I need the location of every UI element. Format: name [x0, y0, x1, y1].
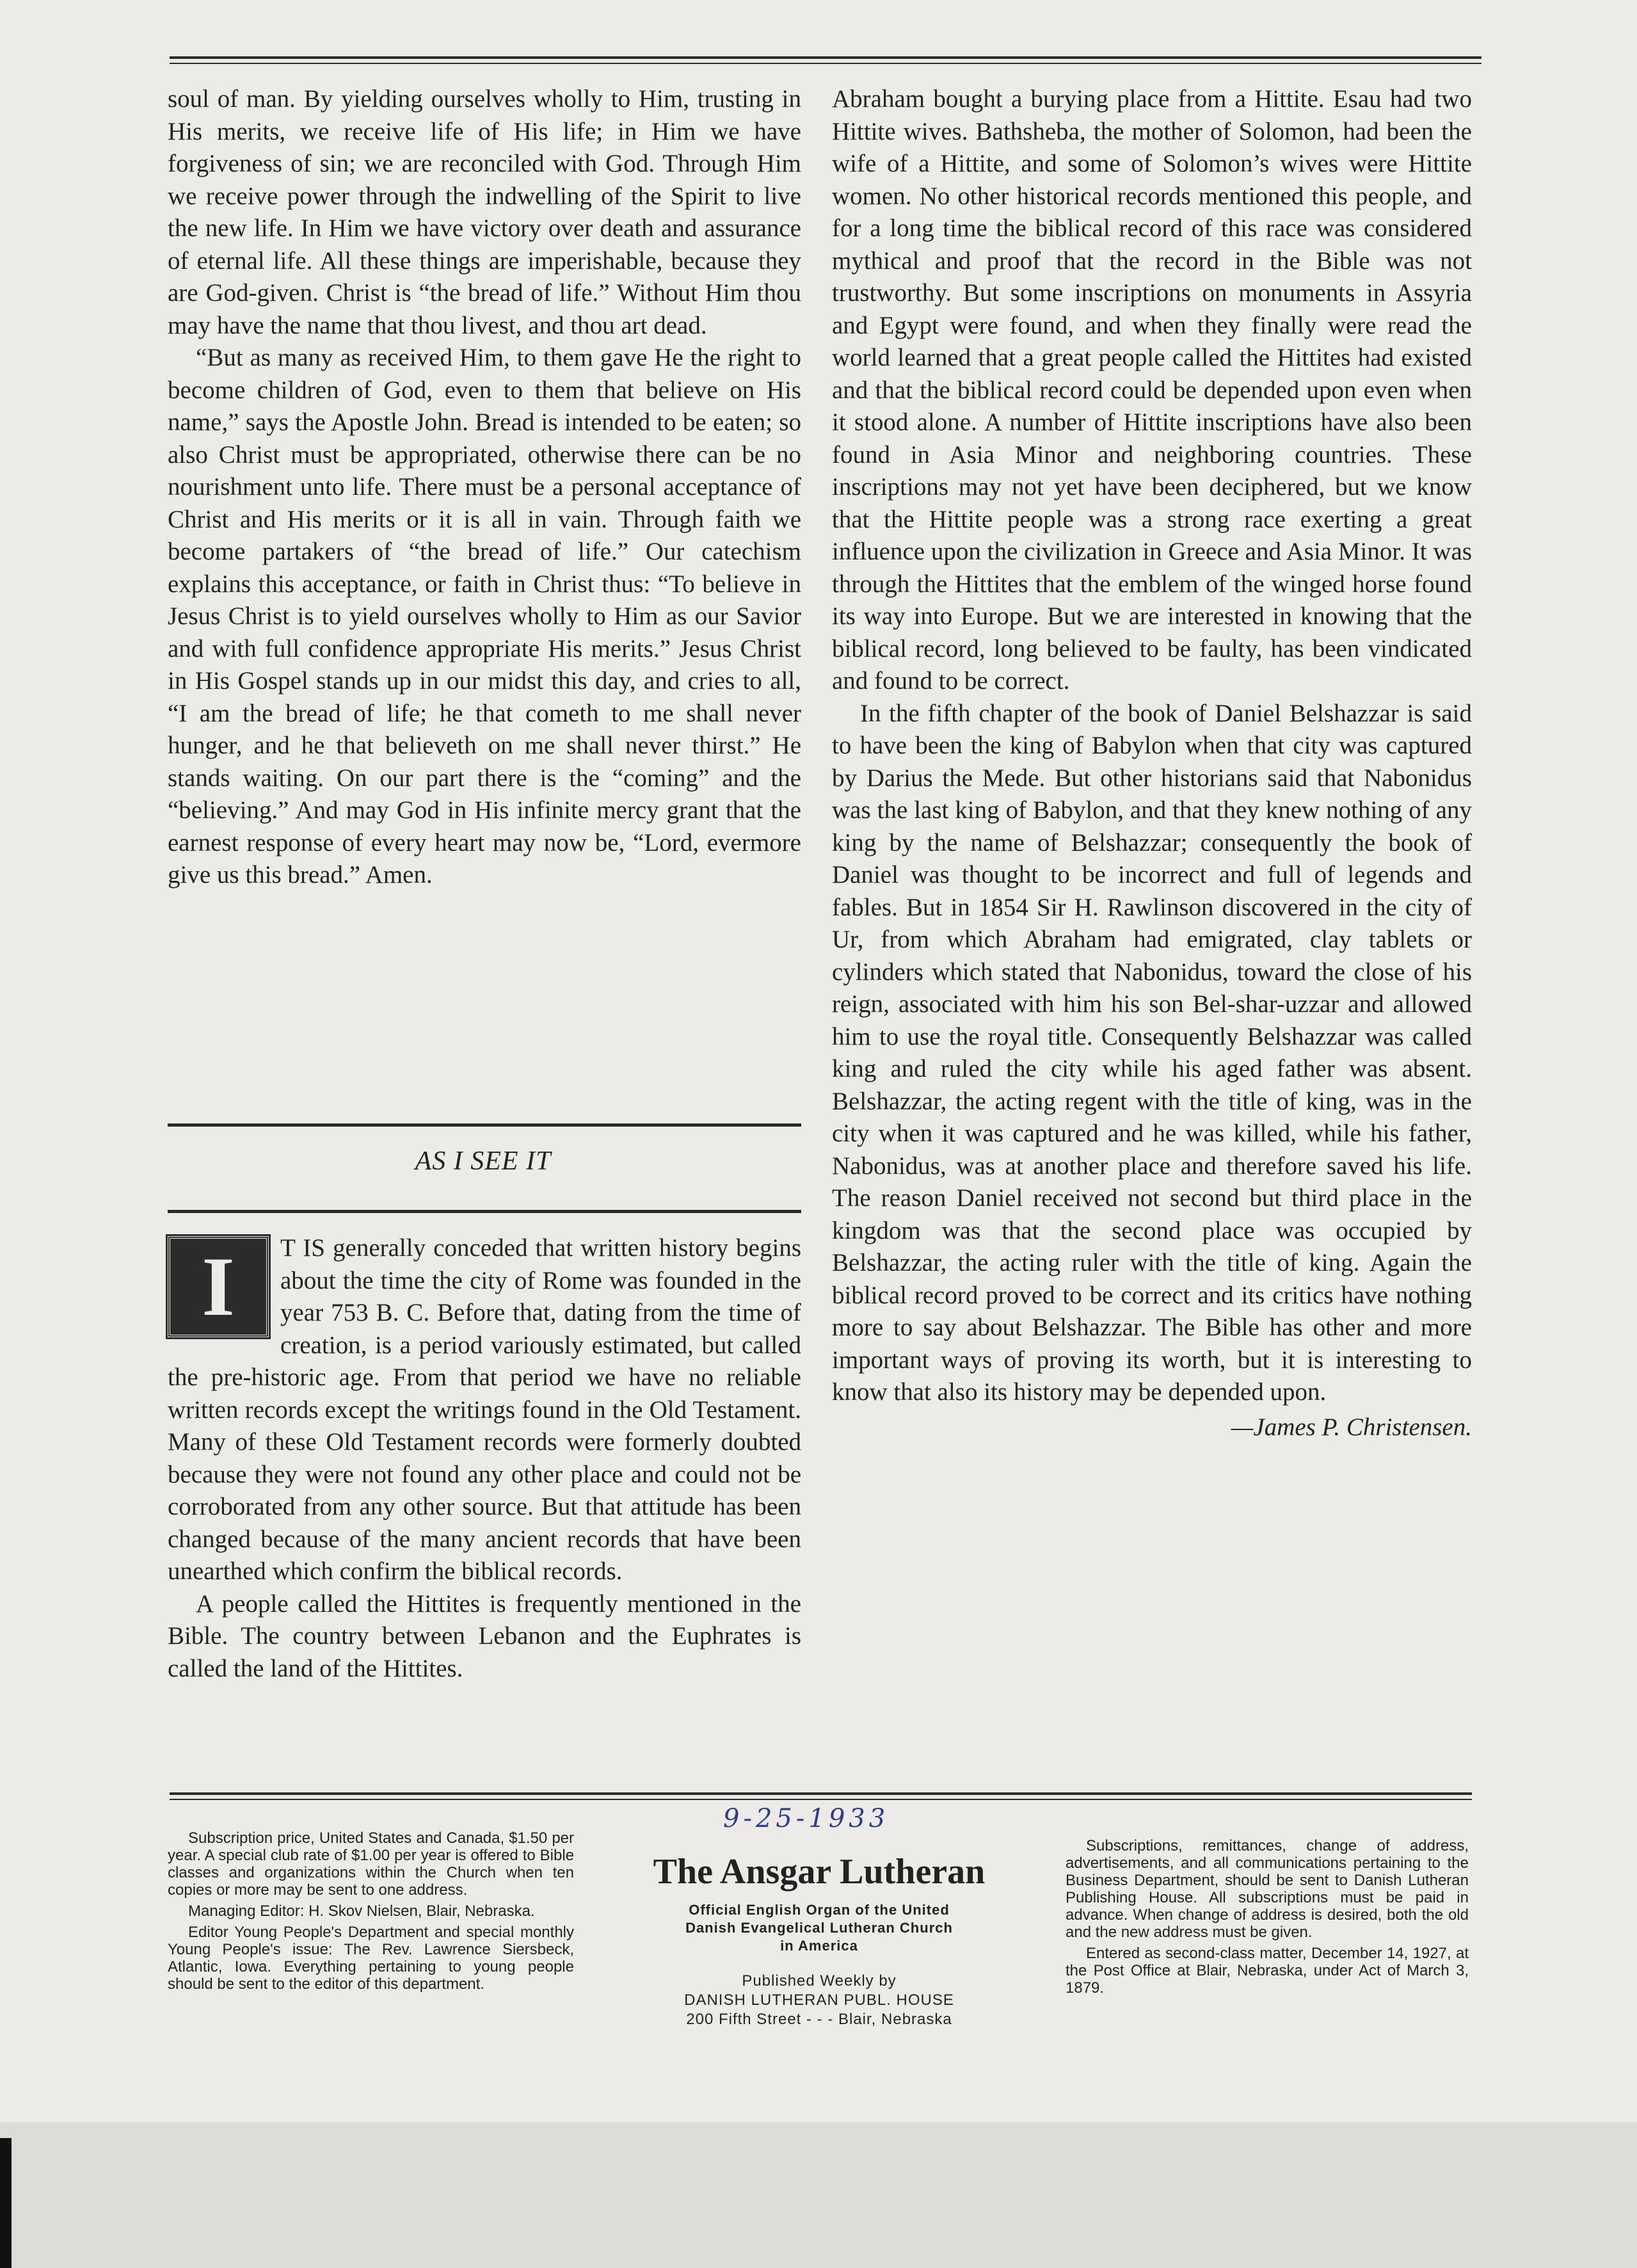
signature: —James P. Christensen. [1231, 1413, 1472, 1441]
paragraph: “But as many as received Him, to them gave He the right to become children of God, even to them that believe on His name,” says the Apostle John. Bread is intended to be eaten; so also Christ must be appropriated, otherwise there can be no nourishment unto life. There must be a personal acceptance of Christ and His merits or it is all in vain. Through faith we become partakers of “the bread of life.” Our catechism explains this acceptance, or faith in Christ thus: “To believe in Jesus Christ is to yield ourselves wholly to Him as our Savior and with full confidence appropriate His merits.” Jesus Christ in His Gospel stands up in our midst this day, and cries to all, “I am the bread of life; he that cometh to me shall never hunger, and he that believeth on me shall never thirst.” He stands waiting. On our part there is the “coming” and the “believing.” And may God in His infinite mercy grant that the earnest response of every heart may now be, “Lord, evermore give us this bread.” Amen. [168, 344, 801, 889]
paragraph: A people called the Hittites is frequently mentioned in the Bible. The country between Lebanon and the Euphrates is called the land of the Hittites. [168, 1589, 801, 1682]
paragraph: soul of man. By yielding ourselves wholly to Him, trusting in His merits, we receive life of His life; in Him we have forgiveness of sin; we are reconciled with God. Through Him we receive power through the indwelling of the Spirit to live the new life. In Him we have victory over death and assurance of eternal life. All these things are imperishable, because they are God-given. Christ is “the bread of life.” Without Him thou may have the name that thou livest, and thou art dead. [168, 85, 801, 339]
scan-edge [0, 2138, 12, 2268]
masthead-subtitle-1: Official English Organ of the United [689, 1902, 950, 1918]
footer-paragraph: Subscriptions, remittances, change of address, advertisements, and all communications pertaining to the Business Department, should be sent to Danish Lutheran Publishing House. All subscriptions must be paid in advance. When change of address is desired, both the old and the new address must be given. [1066, 1837, 1469, 1941]
publisher-address: 200 Fifth Street - - - Blair, Nebraska [686, 2011, 952, 2028]
publisher: DANISH LUTHERAN PUBL. HOUSE [684, 1991, 954, 2009]
masthead-subtitle-3: in America [780, 1938, 858, 1954]
footer-paragraph: Entered as second-class matter, December 14, 1927, at the Post Office at Blair, Nebraska, under Act of March 3, 1879. [1066, 1945, 1469, 1997]
footer-right [1066, 1837, 1469, 2000]
footer-rule-thin [170, 1799, 1472, 1800]
footer-left [168, 1830, 574, 1997]
masthead-title: The Ansgar Lutheran [653, 1852, 986, 1892]
heading-rule-top [168, 1123, 801, 1127]
heading-rule-bottom [168, 1210, 801, 1213]
paragraph: In the fifth chapter of the book of Daniel Belshazzar is said to have been the king of Babylon when that city was captured by Darius the Mede. But other historians said that Nabonidus was the last king of Babylon, and that they knew nothing of any king by the name of Belshazzar; consequently the book of Daniel was thought to be incorrect and full of legends and fables. But in 1854 Sir H. Rawlinson discovered in the city of Ur, from which Abraham had emigrated, clay tablets or cylinders which stated that Nabonidus, toward the close of his reign, associated with him his son Bel-shar-uzzar and allowed him to use the royal title. Consequently Belshazzar was called king and ruled the city while his aged father was absent. Belshazzar, the acting regent with the title of king, was in the city when it was captured and he was killed, while his father, Nabonidus, was at another place and therefore saved his life. The reason Daniel received not second but third place in the kingdom was that the second place was occupied by Belshazzar, the acting ruler with the title of king. Again the biblical record proved to be correct and its critics have nothing more to say about Belshazzar. The Bible has other and more important ways of proving its worth, but it is interesting to know that also its history may be depended upon. [832, 699, 1472, 1406]
right-column [832, 83, 1472, 1444]
handwritten-date: 9-25-1933 [723, 1804, 890, 1833]
footer-paragraph: Managing Editor: H. Skov Nielsen, Blair, Nebraska. [188, 1902, 535, 1920]
paragraph [168, 1232, 801, 1588]
drop-cap: I [168, 1236, 269, 1337]
published-by: Published Weekly by [742, 1972, 897, 1990]
paragraph-text: T IS generally conceded that written history begins about the time the city of Rome was founded in the year 753 B. C. Before that, dating from the time of creation, is a period variously estimated, but called the pre-historic age. From that period we have no reliable written records except the writings found in the Old Testament. Many of these Old Testament records were formerly doubted because they were not found any other place and could not be corroborated from any other source. But that attitude has been changed because of the many ancient records that have been unearthed which confirm the biblical records. [168, 1234, 801, 1585]
top-rule [170, 56, 1481, 59]
masthead-block [576, 1812, 1062, 2029]
scan-margin [0, 2122, 1637, 2268]
article-column [168, 1232, 801, 1685]
footer-paragraph: Subscription price, United States and Canada, $1.50 per year. A special club rate of $1.00 per year is offered to Bible classes and organizations within the Church when ten copies or more may be sent to one address. [168, 1830, 574, 1899]
footer-rule [170, 1792, 1472, 1795]
left-column [168, 83, 801, 892]
paragraph: Abraham bought a burying place from a Hittite. Esau had two Hittite wives. Bathsheba, the mother of Solomon, had been the wife of a Hittite, and some of Solomon’s wives were Hittite women. No other historical records mentioned this people, and for a long time the biblical record of this race was considered mythical and proof that the record in the Bible was not trustworthy. But some inscriptions on monuments in Assyria and Egypt were found, and when they finally were read the world learned that a great people called the Hittites had existed and that the biblical record could be depended upon even when it stood alone. A number of Hittite inscriptions have also been found in Asia Minor and neighboring countries. These inscriptions may not yet have been deciphered, but we know that the Hittite people was a strong race exerting a great influence upon the civilization in Greece and Asia Minor. It was through the Hittites that the emblem of the winged horse found its way into Europe. But we are interested in knowing that the biblical record, long believed to be faulty, has been vindicated and found to be correct. [832, 85, 1472, 695]
article-heading: AS I SEE IT [415, 1146, 552, 1176]
masthead-subtitle-2: Danish Evangelical Lutheran Church [685, 1920, 953, 1936]
top-rule-thin [170, 63, 1481, 64]
footer-paragraph: Editor Young People's Department and special monthly Young People's issue: The Rev. Lawrence Siersbeck, Atlantic, Iowa. Everything pertaining to young people should be sent to the editor of this department. [168, 1924, 574, 1993]
